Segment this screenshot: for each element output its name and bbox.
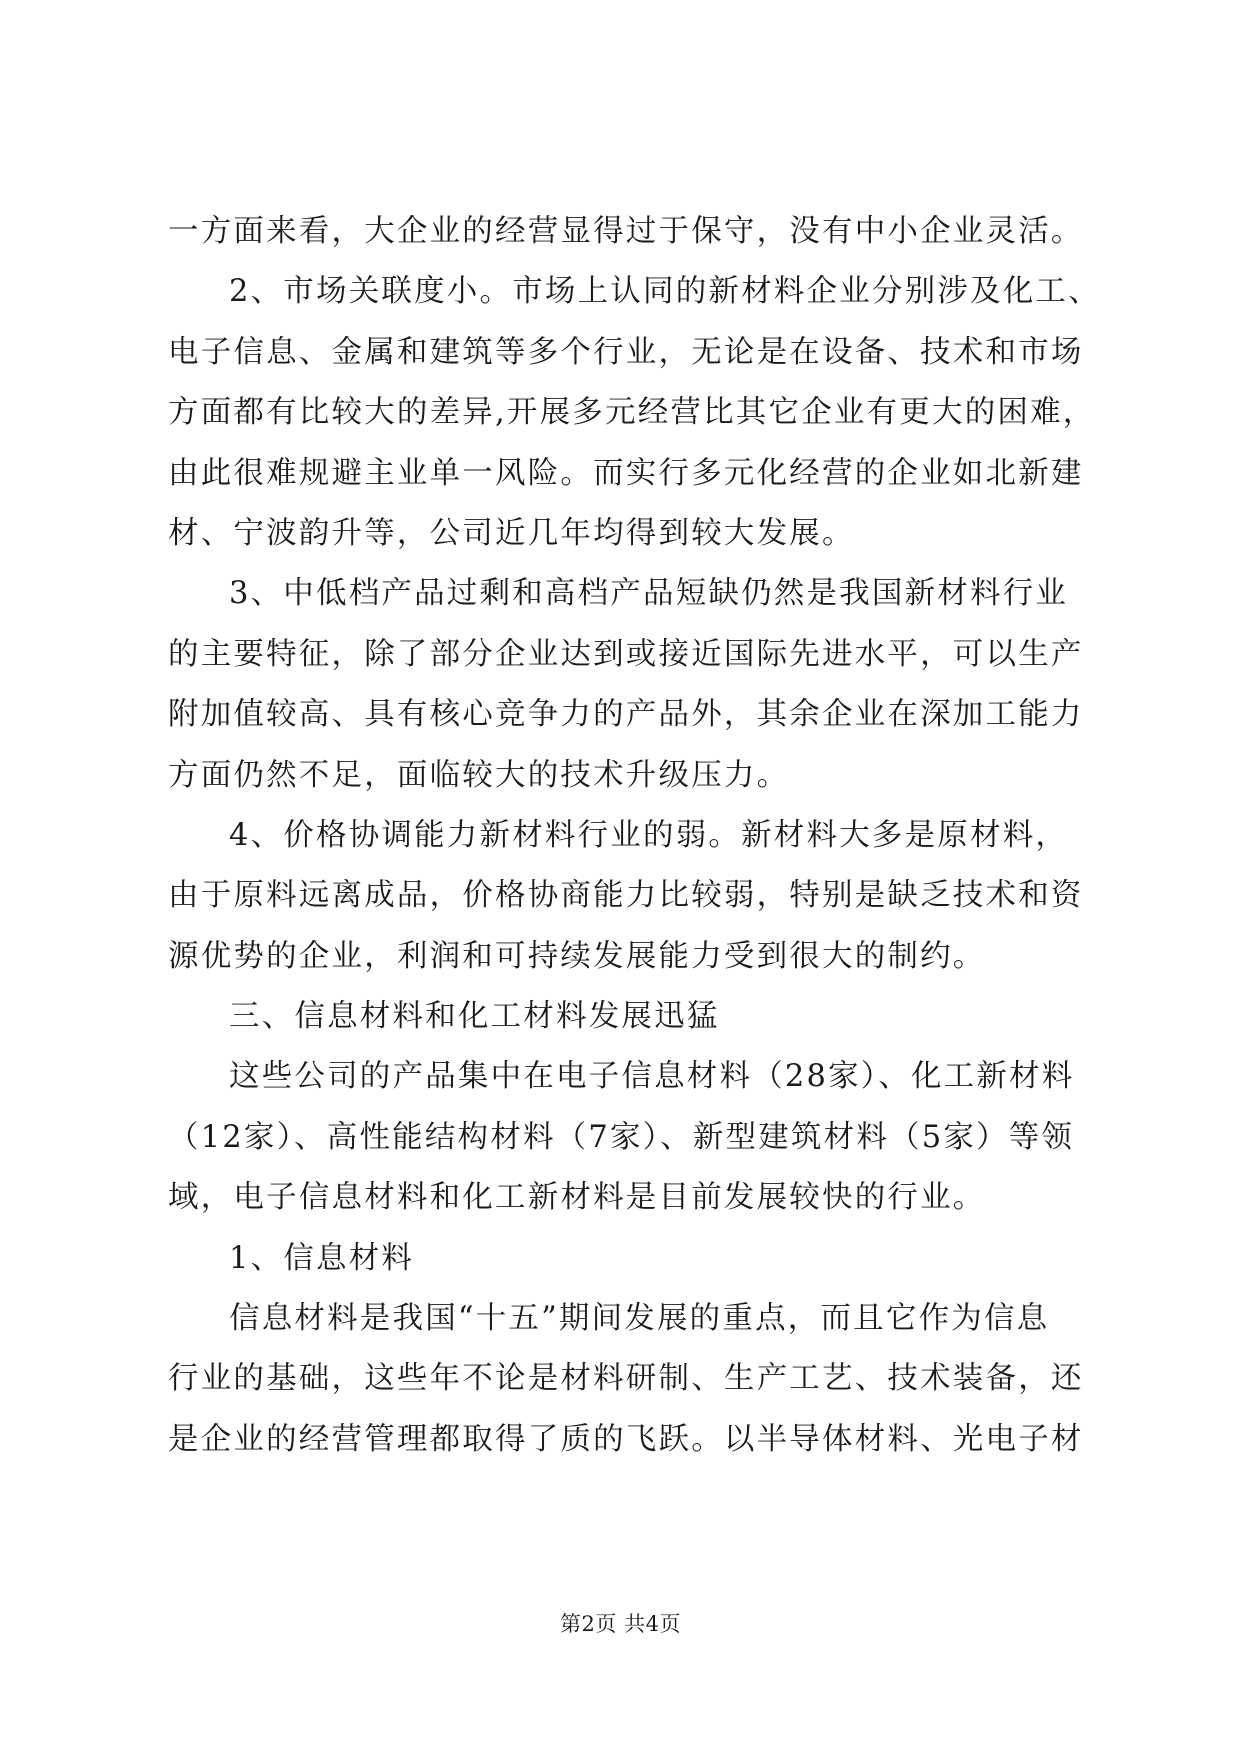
text-line: 由于原料远离成品，价格协商能力比较弱，特别是缺乏技术和资: [168, 878, 1084, 914]
text-line: 方面都有比较大的差异,开展多元经营比其它企业有更大的困难，: [168, 395, 1096, 431]
text-line: 方面仍然不足，面临较大的技术升级压力。: [168, 757, 790, 793]
section-heading: 三、信息材料和化工材料发展迅猛: [229, 999, 720, 1035]
subsection-heading: 1、信息材料: [229, 1240, 415, 1276]
text-line: 行业的基础，这些年不论是材料研制、生产工艺、技术装备，还: [168, 1361, 1084, 1397]
text-line: 电子信息、金属和建筑等多个行业，无论是在设备、技术和市场: [168, 334, 1084, 370]
text-line: 一方面来看，大企业的经营显得过于保守，没有中小企业灵活。: [168, 214, 1084, 249]
paragraph-start-line: 这些公司的产品集中在电子信息材料（28家）、化工新材料: [229, 1059, 1075, 1095]
text-line: 由此很难规避主业单一风险。而实行多元化经营的企业如北新建: [168, 455, 1084, 491]
text-line: 域，电子信息材料和化工新材料是目前发展较快的行业。: [168, 1180, 986, 1216]
page-number-footer: 第2页 共4页: [560, 1612, 681, 1636]
text-line: 的主要特征，除了部分企业达到或接近国际先进水平，可以生产: [168, 636, 1084, 672]
text-line: 是企业的经营管理都取得了质的飞跃。以半导体材料、光电子材: [168, 1421, 1084, 1457]
text-line: 材、宁波韵升等，公司近几年均得到较大发展。: [168, 515, 855, 551]
text-line: 附加值较高、具有核心竞争力的产品外，其余企业在深加工能力: [168, 697, 1084, 733]
text-line: （12家）、高性能结构材料（7家）、新型建筑材料（5家）等领: [168, 1119, 1075, 1155]
body-text: [168, 202, 1101, 1470]
paragraph-start-line: 2、市场关联度小。市场上认同的新材料企业分别涉及化工、: [229, 274, 1101, 310]
text-line: 源优势的企业，利润和可持续发展能力受到很大的制约。: [168, 938, 986, 974]
paragraph-start-line: 4、价格协调能力新材料行业的弱。新材料大多是原材料，: [229, 817, 1069, 853]
paragraph-start-line: 3、中低档产品过剩和高档产品短缺仍然是我国新材料行业: [229, 576, 1069, 612]
paragraph-start-line: 信息材料是我国“十五”期间发展的重点，而且它作为信息: [229, 1301, 1050, 1337]
